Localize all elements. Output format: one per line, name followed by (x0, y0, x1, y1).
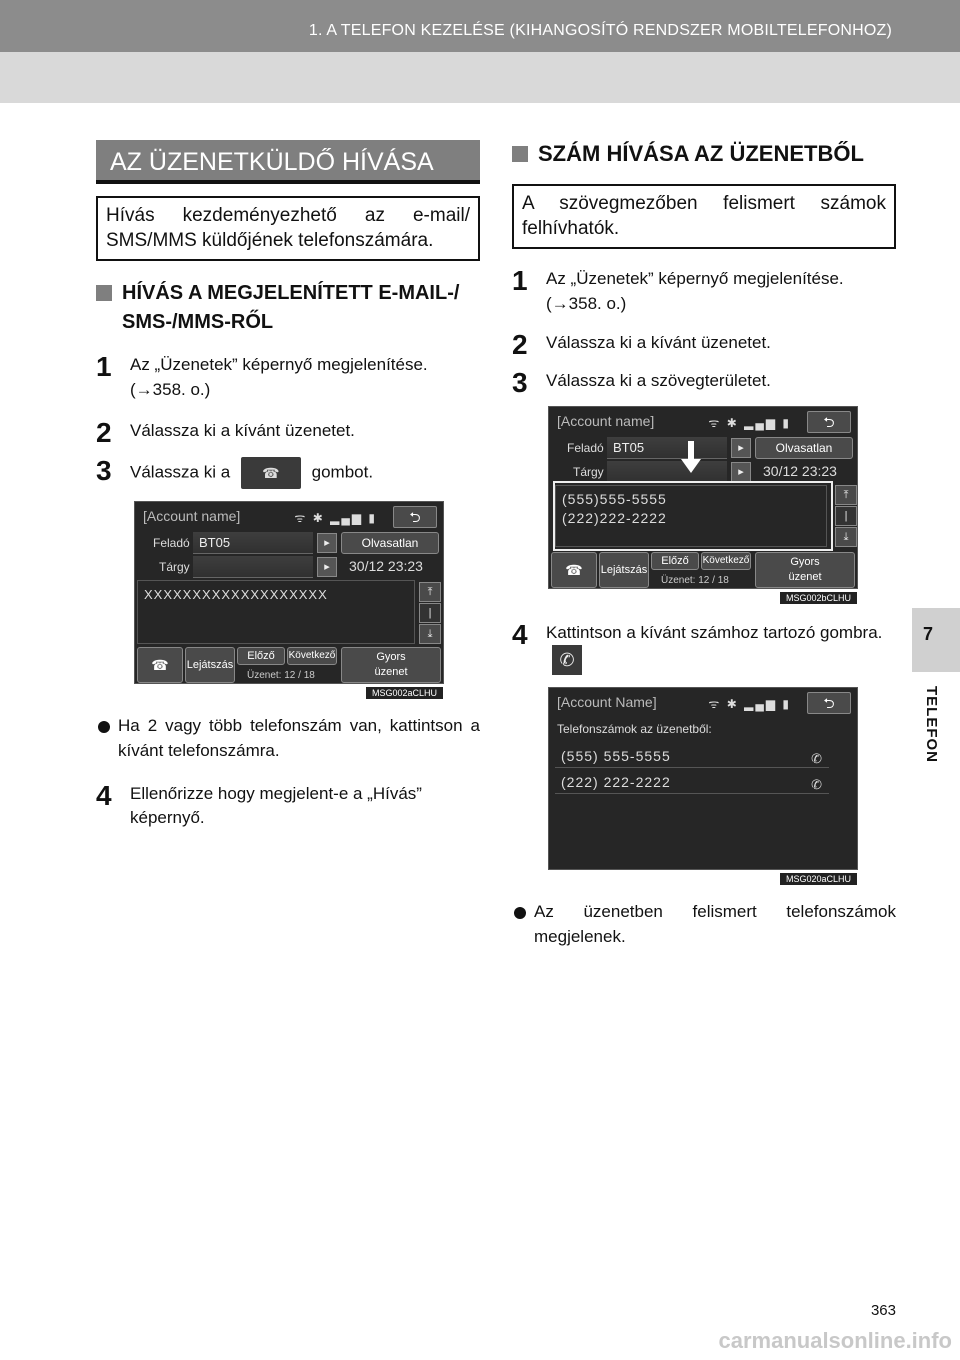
image-code: MSG002bCLHU (780, 592, 857, 604)
square-bullet-icon (512, 146, 528, 162)
scroll-bar[interactable]: | (835, 506, 857, 526)
section-title: AZ ÜZENETKÜLDŐ HÍVÁSA (96, 140, 480, 184)
message-body[interactable] (555, 485, 827, 547)
message-body-text: XXXXXXXXXXXXXXXXXXX (144, 587, 328, 603)
subject-label: Tárgy (159, 560, 190, 575)
scroll-top-icon[interactable]: ⤒ (835, 485, 857, 505)
back-icon[interactable]: ⮌ (393, 506, 437, 528)
right-step-1 (512, 267, 896, 316)
square-bullet-icon (96, 285, 112, 301)
page-header-title: 1. A TELEFON KEZELÉSE (KIHANGOSÍTÓ RENDSZER MOBILTELEFONHOZ) (308, 22, 892, 39)
left-subheading-text: HÍVÁS A MEGJELENÍTETT E-MAIL-/ SMS-/MMS-RŐL (122, 282, 460, 334)
right-step-4 (512, 618, 896, 676)
quick-message-label-2: üzenet (788, 570, 822, 583)
left-step-4 (96, 779, 480, 831)
phone-hangup-icon: ☎ (241, 457, 301, 489)
account-name: [Account Name] (557, 694, 657, 711)
message-counter: Üzenet: 12 / 18 (247, 670, 315, 682)
left-subheading (96, 279, 480, 337)
from-field: BT05 (607, 437, 727, 459)
chapter-label: TELEFON (923, 686, 940, 763)
status-icons: ᯤ ✱ ▂▄▆ ▮ (294, 511, 377, 526)
message-datetime: 30/12 23:23 (763, 462, 837, 479)
quick-message-button[interactable] (755, 552, 855, 588)
right-column (512, 140, 896, 950)
chapter-number: 7 (922, 624, 933, 644)
step-text: Kattintson a kívánt számhoz tartozó gombra. (546, 622, 883, 642)
watermark: carmanualsonline.info (718, 1328, 952, 1353)
step-text-pre: Válassza ki a (130, 462, 231, 482)
message-datetime: 30/12 23:23 (349, 558, 423, 575)
page-subheader-bar (0, 52, 960, 103)
call-button[interactable]: ☎ (551, 552, 597, 588)
step-text-post: gombot. (311, 462, 374, 482)
next-button[interactable]: Következő (701, 552, 751, 570)
image-code: MSG020aCLHU (780, 873, 857, 885)
step-text: Az „Üzenetek” képernyő megjelenítése. (→358. o.) (130, 355, 428, 400)
step-text: Az „Üzenetek” képernyő megjelenítése. (→358. o.) (546, 269, 844, 313)
down-arrow-icon (683, 441, 699, 471)
back-icon[interactable]: ⮌ (807, 411, 851, 433)
message-screen-a (134, 501, 444, 699)
back-icon[interactable]: ⮌ (807, 692, 851, 714)
left-step-2 (96, 416, 480, 448)
subject-field (193, 556, 313, 578)
step-text: Válassza ki a szövegterületet. (546, 371, 771, 391)
number-row-text: (222) 222-2222 (561, 774, 671, 791)
step-number: 1 (96, 351, 112, 383)
left-step-1 (96, 353, 480, 402)
page-header-bar (0, 0, 960, 52)
unread-button[interactable]: Olvasatlan (755, 437, 853, 459)
from-field: BT05 (193, 532, 313, 554)
quick-message-label-1: Gyors (376, 651, 406, 664)
right-bullet: Az üzenetben felismert telefonszámok megjelenek. (512, 900, 896, 949)
from-label: Feladó (153, 536, 190, 551)
from-label: Feladó (567, 440, 604, 455)
previous-button[interactable]: Előző (237, 647, 285, 665)
message-screen-b (548, 406, 858, 603)
step-number: 4 (96, 779, 112, 811)
next-button[interactable]: Következő (287, 647, 337, 665)
right-step-3 (512, 367, 896, 399)
message-counter: Üzenet: 12 / 18 (661, 574, 729, 586)
message-number-1: (555)555-5555 (562, 490, 667, 507)
number-row-text: (555) 555-5555 (561, 748, 671, 765)
left-column (96, 140, 480, 831)
image-code: MSG002aCLHU (366, 687, 443, 699)
phone-icon[interactable]: ✆ (811, 777, 823, 793)
scroll-bottom-icon[interactable]: ⤓ (419, 624, 441, 644)
step-number: 4 (512, 618, 528, 650)
message-body[interactable] (137, 580, 415, 644)
status-icons: ᯤ ✱ ▂▄▆ ▮ (708, 415, 791, 430)
subject-expand-icon[interactable]: ▸ (317, 557, 337, 577)
scroll-bottom-icon[interactable]: ⤓ (835, 527, 857, 547)
unread-button[interactable]: Olvasatlan (341, 532, 439, 554)
from-expand-icon[interactable]: ▸ (731, 438, 751, 458)
quick-message-button[interactable] (341, 647, 441, 683)
step-number: 3 (512, 367, 528, 399)
right-step-2 (512, 328, 896, 360)
left-bullet: Ha 2 vagy több telefonszám van, kattintson a kívánt telefonszámra. (96, 714, 480, 763)
right-subheading (512, 138, 896, 170)
subject-field (607, 461, 727, 483)
quick-message-label-1: Gyors (790, 555, 820, 568)
right-intro-box: A szövegmezőben felismert számok felhívhatók. (512, 184, 896, 249)
account-name: [Account name] (143, 508, 241, 525)
number-row-2[interactable] (555, 770, 829, 794)
from-expand-icon[interactable]: ▸ (317, 533, 337, 553)
step-text: Válassza ki a kívánt üzenetet. (130, 420, 355, 440)
numbers-screen (548, 687, 858, 885)
previous-button[interactable]: Előző (651, 552, 699, 570)
phone-icon: ✆ (552, 645, 582, 675)
step-number: 2 (512, 328, 528, 360)
number-row-1[interactable] (555, 744, 829, 768)
step-text: Ellenőrizze hogy megjelent-e a „Hívás” képernyő. (130, 783, 422, 828)
message-number-2: (222)222-2222 (562, 509, 667, 526)
step-number: 2 (96, 416, 112, 448)
left-intro-box: Hívás kezdeményezhető az e-mail/ SMS/MMS küldőjének telefonszámára. (96, 196, 480, 261)
account-name: [Account name] (557, 412, 655, 429)
scroll-bar[interactable]: | (419, 603, 441, 623)
page-number: 363 (870, 1302, 896, 1319)
call-button[interactable]: ☎ (137, 647, 183, 683)
subject-label: Tárgy (573, 464, 604, 479)
numbers-title: Telefonszámok az üzenetből: (557, 722, 712, 737)
phone-icon[interactable]: ✆ (811, 751, 823, 767)
play-button[interactable]: Lejátszás (599, 552, 649, 588)
right-subheading-text: SZÁM HÍVÁSA AZ ÜZENETBŐL (538, 141, 864, 166)
play-button[interactable]: Lejátszás (185, 647, 235, 683)
scroll-top-icon[interactable]: ⤒ (419, 582, 441, 602)
subject-expand-icon[interactable]: ▸ (731, 462, 751, 482)
quick-message-label-2: üzenet (374, 666, 408, 679)
step-text: Válassza ki a kívánt üzenetet. (546, 332, 771, 352)
status-icons: ᯤ ✱ ▂▄▆ ▮ (708, 697, 791, 712)
step-number: 1 (512, 265, 528, 297)
left-step-3 (96, 457, 480, 489)
step-number: 3 (96, 455, 112, 487)
